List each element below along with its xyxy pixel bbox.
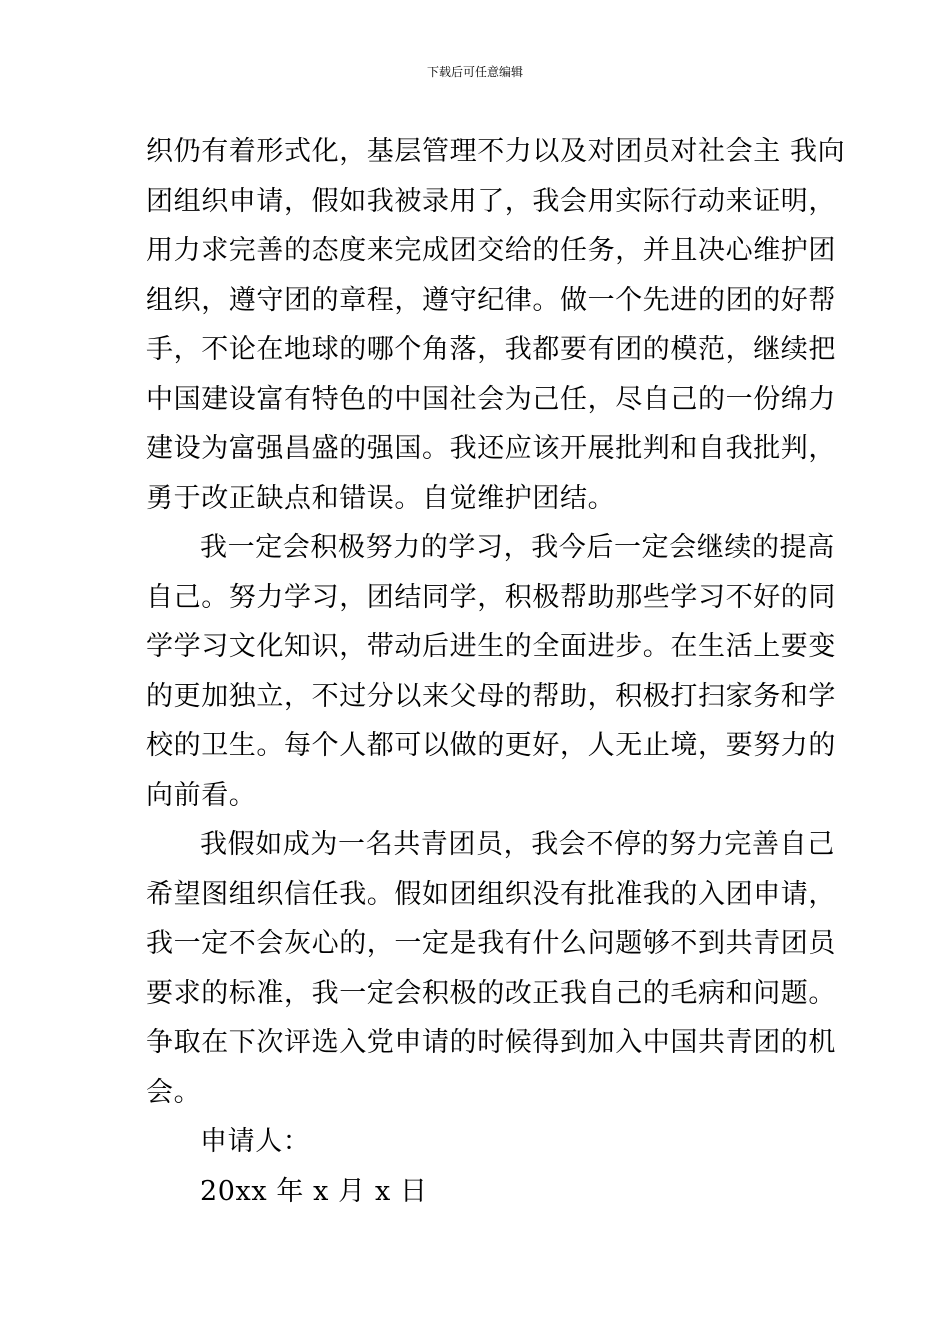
text-line: 我一定不会灰心的，一定是我有什么问题够不到共青团员 [146, 928, 836, 959]
date-line: 20xx 年 x 月 x 日 [200, 1175, 428, 1207]
text-line: 组织，遵守团的章程，遵守纪律。做一个先进的团的好帮 [146, 284, 836, 316]
document-body [146, 127, 846, 1216]
text-line: 手，不论在地球的哪个角落，我都要有团的模范，继续把 [146, 334, 836, 365]
text-line: 希望图组织信任我。假如团组织没有批准我的入团申请， [146, 878, 836, 910]
text-line: 建设为富强昌盛的强国。我还应该开展批判和自我批判， [146, 433, 836, 464]
text-line: 用力求完善的态度来完成团交给的任务，并且决心维护团 [146, 235, 836, 266]
text-line: 校的卫生。每个人都可以做的更好，人无止境，要努力的 [146, 730, 836, 761]
applicant-label: 申请人： [200, 1126, 311, 1157]
text-line: 学学习文化知识，带动后进生的全面进步。在生活上要变 [146, 631, 836, 662]
page-header: 下载后可任意编辑 [426, 65, 523, 79]
text-line: 团组织申请，假如我被录用了，我会用实际行动来证明， [146, 185, 836, 217]
text-line: 争取在下次评选入党申请的时候得到加入中国共青团的机 [146, 1027, 836, 1058]
text-line: 的更加独立，不过分以来父母的帮助，积极打扫家务和学 [146, 680, 836, 712]
text-line: 会。 [146, 1076, 202, 1108]
text-line: 织仍有着形式化，基层管理不力以及对团员对社会主 我向 [146, 136, 846, 167]
text-line: 勇于改正缺点和错误。自觉维护团结。 [146, 482, 616, 514]
text-line: 向前看。 [146, 779, 257, 811]
paragraph-start-line: 我假如成为一名共青团员，我会不停的努力完善自己 [200, 829, 835, 860]
text-line: 中国建设富有特色的中国社会为己任，尽自己的一份绵力 [146, 383, 836, 415]
text-line: 自己。努力学习，团结同学，积极帮助那些学习不好的同 [146, 581, 836, 613]
text-line: 要求的标准，我一定会积极的改正我自己的毛病和问题。 [146, 977, 836, 1009]
paragraph-start-line: 我一定会积极努力的学习，我今后一定会继续的提高 [200, 532, 835, 563]
